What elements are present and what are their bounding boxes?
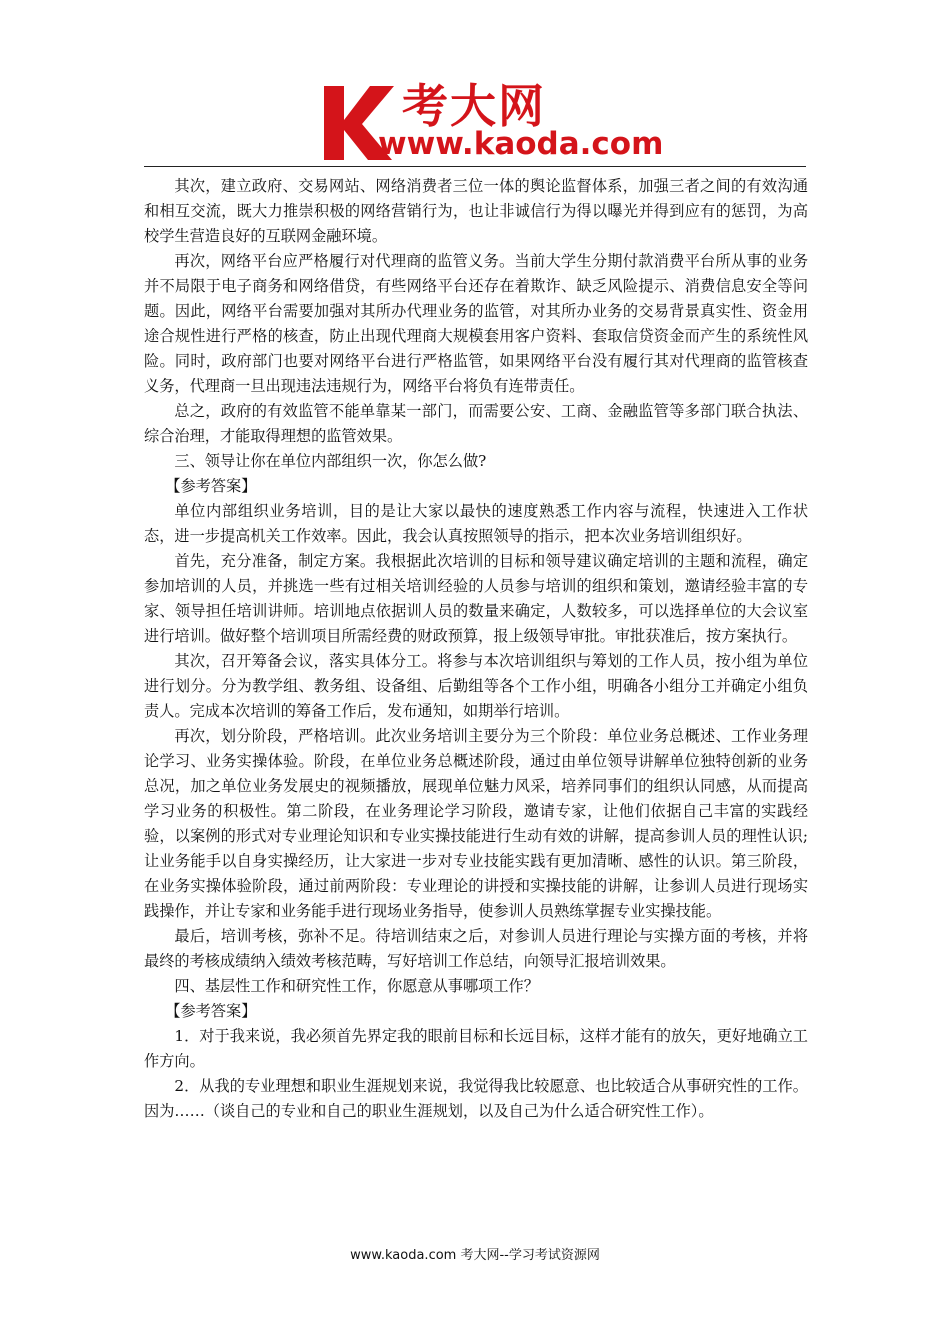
paragraph: 再次，网络平台应严格履行对代理商的监管义务。当前大学生分期付款消费平台所从事的业务并不局限于电子商务和网络借贷，有些网络平台还存在着欺诈、缺乏风险提示、消费信息安全等问题。因此，网络平台需要加强对其所办代理业务的监管，对其所办业务的交易背景真实性、资金用途合规性进行严格的核查，防止出现代理商大规模套用客户资料、套取信贷资金而产生的系统性风险。同时，政府部门也要对网络平台进行严格监管，如果网络平台没有履行其对代理商的监管核查义务，代理商一旦出现违法违规行为，网络平台将负有连带责任。 <box>144 252 808 395</box>
page-footer: www.kaoda.com 考大网--学习考试资源网 <box>350 1248 600 1263</box>
site-logo <box>318 79 664 162</box>
paragraph: 2．从我的专业理想和职业生涯规划来说，我觉得我比较愿意、也比较适合从事研究性的工作。因为……（谈自己的专业和自己的职业生涯规划，以及自己为什么适合研究性工作）。 <box>144 1077 808 1120</box>
paragraph: 再次，划分阶段，严格培训。此次业务培训主要分为三个阶段：单位业务总概述、工作业务理论学习、业务实操体验。阶段，在单位业务总概述阶段，通过由单位领导讲解单位独特创新的业务总况，加之单位业务发展史的视频播放，展现单位魅力风采，培养同事们的组织认同感，从而提高学习业务的积极性。第二阶段，在业务理论学习阶段，邀请专家，让他们依据自己丰富的实践经验，以案例的形式对专业理论知识和专业实操技能进行生动有效的讲解，提高参训人员的理性认识;让业务能手以自身实操经历，让大家进一步对专业技能实践有更加清晰、感性的认识。第三阶段，在业务实操体验阶段，通过前两阶段：专业理论的讲授和实操技能的讲解，让参训人员进行现场实践操作，并让专家和业务能手进行现场业务指导，使参训人员熟练掌握专业实操技能。 <box>144 727 808 920</box>
paragraph: 最后，培训考核，弥补不足。待培训结束之后，对参训人员进行理论与实操方面的考核，并将最终的考核成绩纳入绩效考核范畴，写好培训工作总结，向领导汇报培训效果。 <box>144 927 808 970</box>
question-heading: 四、基层性工作和研究性工作，你愿意从事哪项工作？ <box>174 977 539 995</box>
logo-url: www.kaoda.com <box>378 126 664 162</box>
answer-tag: 【参考答案】 <box>165 477 257 495</box>
paragraph: 其次，召开筹备会议，落实具体分工。将参与本次培训组织与筹划的工作人员，按小组为单位进行划分。分为教学组、教务组、设备组、后勤组等各个工作小组，明确各小组分工并确定小组负责人。完成本次培训的筹备工作后，发布通知，如期举行培训。 <box>144 652 808 720</box>
question-heading: 三、领导让你在单位内部组织一次，你怎么做? <box>174 452 487 470</box>
header-divider <box>144 166 806 167</box>
paragraph: 总之，政府的有效监管不能单靠某一部门，而需要公安、工商、金融监管等多部门联合执法、综合治理，才能取得理想的监管效果。 <box>144 402 808 445</box>
paragraph: 1．对于我来说，我必须首先界定我的眼前目标和长远目标，这样才能有的放矢，更好地确立工作方向。 <box>144 1027 808 1070</box>
logo-chinese-name: 考大网 <box>402 79 546 133</box>
document-body <box>144 174 808 1124</box>
paragraph: 其次，建立政府、交易网站、网络消费者三位一体的舆论监督体系，加强三者之间的有效沟通和相互交流，既大力推崇积极的网络营销行为，也让非诚信行为得以曝光并得到应有的惩罚，为高校学生营造良好的互联网金融环境。 <box>144 177 808 245</box>
paragraph: 首先，充分准备，制定方案。我根据此次培训的目标和领导建议确定培训的主题和流程，确定参加培训的人员，并挑选一些有过相关培训经验的人员参与培训的组织和策划，邀请经验丰富的专家、领导担任培训讲师。培训地点依据训人员的数量来确定，人数较多，可以选择单位的大会议室进行培训。做好整个培训项目所需经费的财政预算，报上级领导审批。审批获准后，按方案执行。 <box>144 552 808 645</box>
answer-tag: 【参考答案】 <box>165 1002 257 1020</box>
paragraph: 单位内部组织业务培训，目的是让大家以最快的速度熟悉工作内容与流程，快速进入工作状态，进一步提高机关工作效率。因此，我会认真按照领导的指示，把本次业务培训组织好。 <box>144 502 808 545</box>
